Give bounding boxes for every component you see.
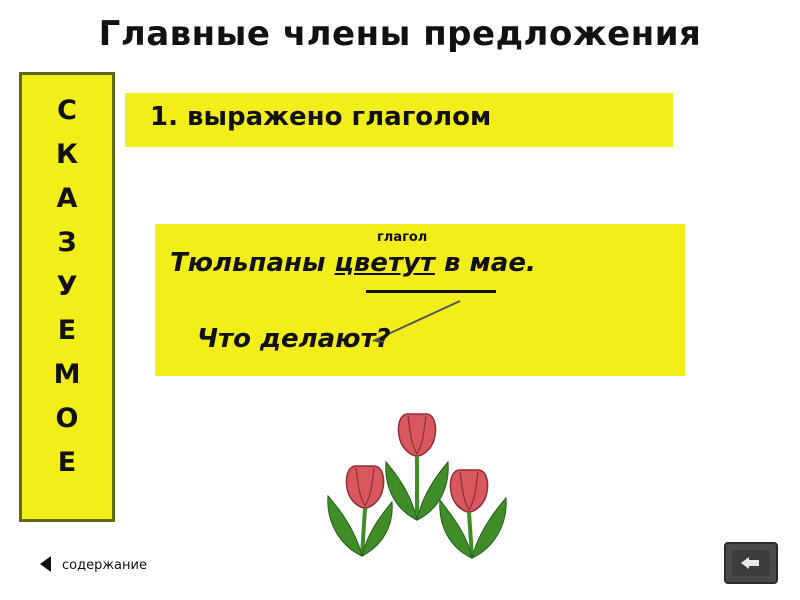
back-button[interactable]: [724, 542, 778, 584]
contents-link[interactable]: содержание: [62, 558, 147, 573]
predicate-double-underline: [366, 290, 496, 293]
tulips-illustration: [300, 370, 540, 560]
vertical-letter: М: [53, 359, 81, 390]
back-arrow-icon: [737, 554, 765, 572]
vertical-letter: А: [56, 183, 78, 214]
back-button-inner: [732, 550, 770, 576]
sentence-subject: Тюльпаны: [170, 248, 335, 278]
example-sentence: [170, 248, 536, 278]
tulip-center: [386, 414, 448, 520]
page-title: Главные члены предложения: [98, 14, 702, 54]
example-question: Что делают?: [197, 324, 391, 354]
rule-banner: [125, 93, 673, 147]
vertical-letter: О: [55, 403, 79, 434]
vertical-word-skazuemoe: [19, 72, 115, 522]
vertical-letter: Е: [57, 315, 77, 346]
sentence-tail: в мае.: [434, 248, 536, 278]
rule-banner-text: 1. выражено глаголом: [150, 102, 492, 132]
sentence-verb: цветут: [334, 248, 435, 278]
verb-label: глагол: [377, 230, 428, 245]
contents-triangle-icon: [40, 556, 51, 572]
vertical-letter: Е: [57, 447, 77, 478]
vertical-letter: С: [57, 95, 77, 126]
example-box: [155, 224, 685, 376]
vertical-letter: У: [56, 271, 78, 302]
vertical-letter: З: [57, 227, 77, 258]
tulip-left: [328, 466, 392, 556]
vertical-letter: К: [55, 139, 79, 170]
tulip-right: [440, 470, 506, 558]
